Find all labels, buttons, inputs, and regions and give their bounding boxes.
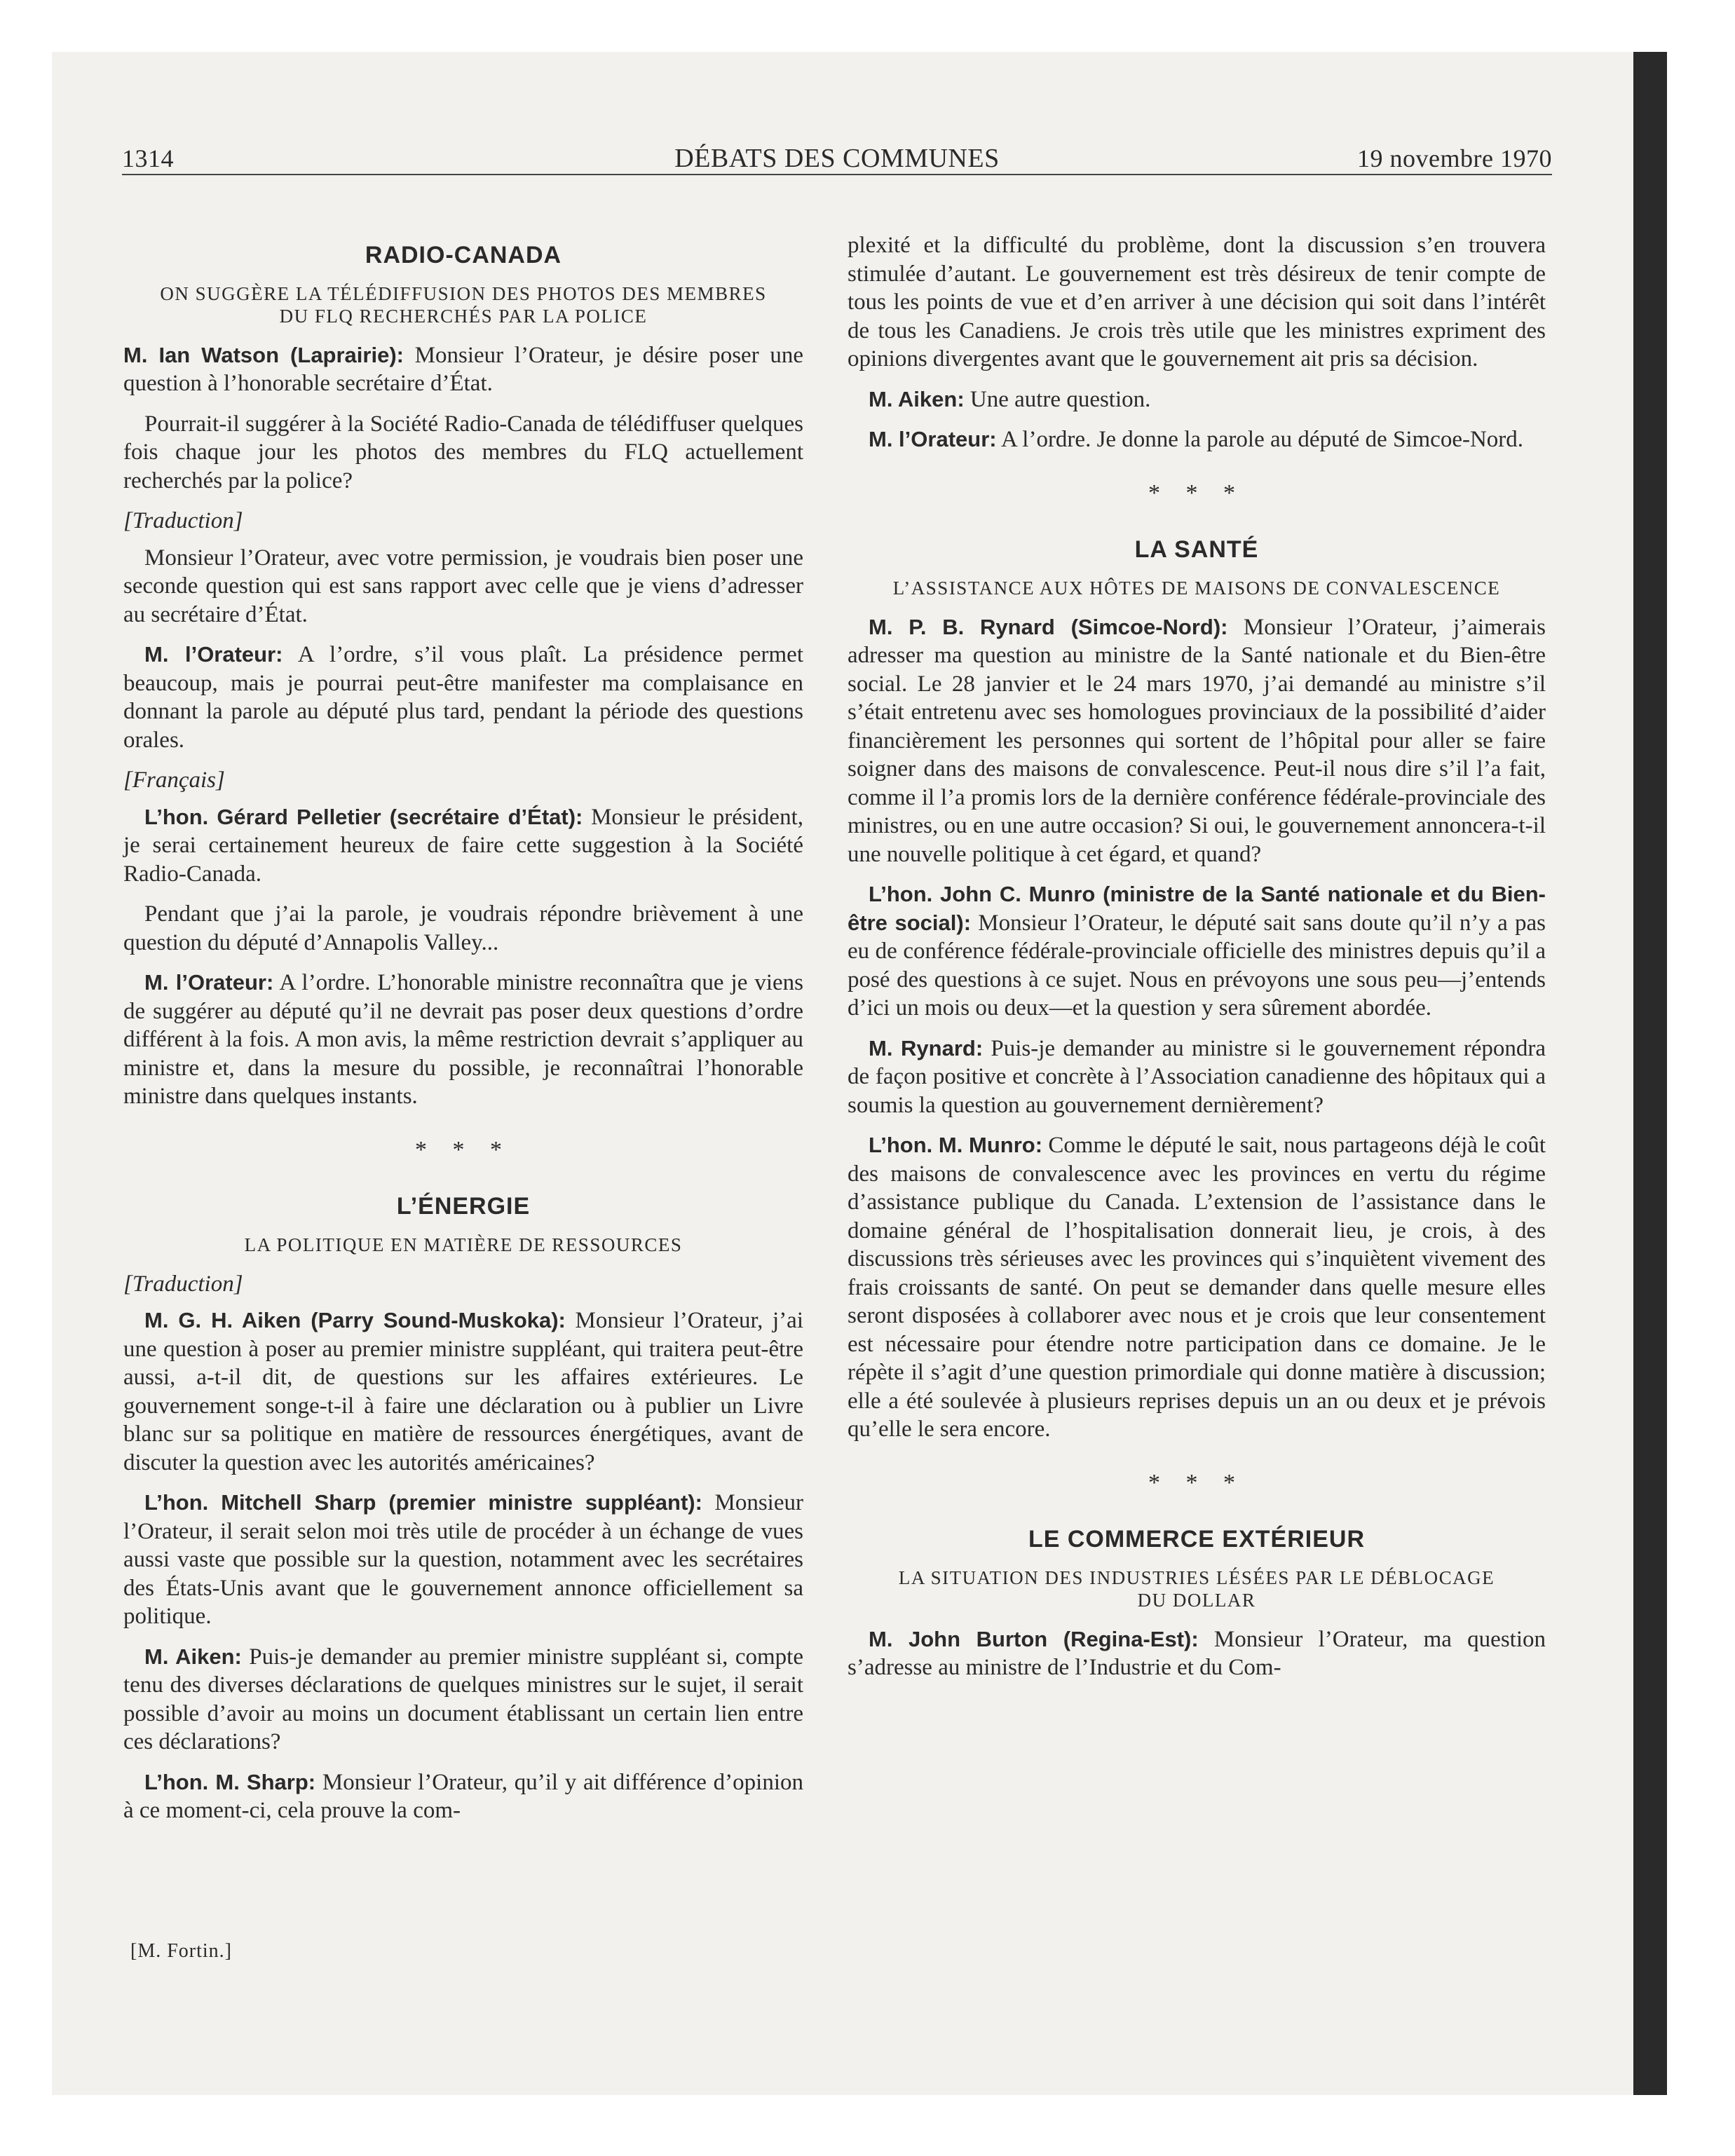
paragraph: M. Rynard: Puis-je demander au ministre si le gouvernement répondra de façon positive et concrète à l’Association canadienne des hôpitaux qui a soumis la question au gouvernement dernièrement?: [848, 1035, 1546, 1118]
paragraph: M. G. H. Aiken (Parry Sound-Muskoka): Monsieur l’Orateur, j’ai une question à poser au premier ministre suppléant, qui traitera peut-être aussi, a-t-il dit, de questions sur les affaires extérieures. Le gouvernement songe-t-il à faire une déclaration ou à publier un Livre blanc sur sa politique en matière de ressources énergétiques, avant de discuter la question avec les autorités américaines?: [123, 1308, 803, 1475]
section-subtitle: LA POLITIQUE EN MATIÈRE DE RESSOURCES: [244, 1234, 683, 1255]
speaker-name: L’hon. Gérard Pelletier (secrétaire d’État):: [144, 804, 583, 829]
section-subtitle: LA SITUATION DES INDUSTRIES LÉSÉES PAR LE DÉBLOCAGE DU DOLLAR: [898, 1567, 1495, 1611]
paragraph: L’hon. Gérard Pelletier (secrétaire d’État): Monsieur le président, je serai certainement heureux de faire cette suggestion à la Société Radio-Canada.: [123, 804, 803, 887]
paragraph: L’hon. Mitchell Sharp (premier ministre suppléant): Monsieur l’Orateur, il serait selon moi très utile de procéder à un échange de vues aussi vaste que possible sur la question, notamment avec les secrétaires des États-Unis avant que le gouvernement annonce officiellement sa politique.: [123, 1490, 803, 1629]
section-title: LE COMMERCE EXTÉRIEUR: [1028, 1526, 1366, 1553]
speaker-name: M. Aiken:: [144, 1644, 242, 1669]
paragraph: M. Aiken: Puis-je demander au premier ministre suppléant si, compte tenu des diverses déclarations de quelques ministres sur le sujet, il serait possible d’avoir au moins un document établissant un certain lien entre ces déclarations?: [123, 1644, 803, 1754]
section-title: LA SANTÉ: [1134, 536, 1259, 563]
header-rule: [122, 174, 1552, 175]
section-title: RADIO-CANADA: [365, 242, 562, 268]
paragraph: M. l’Orateur: A l’ordre, s’il vous plaît. La présidence permet beaucoup, mais je pourrai peut-être manifester ma complaisance en donnant la parole au député plus tard, pendant la période des questions orales.: [123, 642, 803, 753]
speaker-name: M. Rynard:: [869, 1035, 984, 1060]
paragraph: Pendant que j’ai la parole, je voudrais répondre brièvement à une question du député d’Annapolis Valley...: [123, 901, 803, 955]
paragraph: Monsieur l’Orateur, avec votre permission, je voudrais bien poser une seconde question qui est sans rapport avec celle que je viens d’adresser au secrétaire d’État.: [123, 545, 803, 627]
paragraph: M. John Burton (Regina-Est): Monsieur l’Orateur, ma question s’adresse au ministre de l’Industrie et du Com-: [848, 1626, 1546, 1680]
speaker-name: L’hon. Mitchell Sharp (premier ministre suppléant):: [144, 1490, 702, 1515]
section-subtitle: ON SUGGÈRE LA TÉLÉDIFFUSION DES PHOTOS DES MEMBRES DU FLQ RECHERCHÉS PAR LA POLICE: [160, 282, 767, 327]
paragraph: L’hon. John C. Munro (ministre de la Santé nationale et du Bien-être social): Monsieur l’Orateur, le député sait sans doute qu’il n’y a pas eu de conférence fédérale-provinciale officielle des ministres depuis qu’il a posé des questions à ce sujet. Nous en prévoyons une sous peu—j’entends d’ici un mois ou deux—et la question y sera sûrement abordée.: [848, 882, 1546, 1021]
speaker-name: M. Aiken:: [869, 386, 965, 411]
section-separator: * * *: [415, 1136, 512, 1163]
paragraph: M. l’Orateur: A l’ordre. L’honorable ministre reconnaîtra que je viens de suggérer au député qu’il ne devrait pas poser deux questions d’ordre différent à la fois. A mon avis, la même restriction devrait s’appliquer au ministre et, dans la mesure du possible, je reconnaîtrai l’honorable ministre dans quelques instants.: [123, 970, 803, 1109]
page-header: [122, 142, 1552, 175]
footer-attribution: [M. Fortin.]: [130, 1940, 232, 1962]
paragraph: L’hon. M. Munro: Comme le député le sait, nous partageons déjà le coût des maisons de convalescence avec les provinces en vertu du régime d’assistance publique du Canada. L’extension de l’assistance dans le domaine général de l’hospitalisation donnerait lieu, je crois, à des discussions très sérieuses avec les provinces qui s’inquiètent vivement des frais croissants de santé. On peut se demander dans quelle mesure elles seront disposées à collaborer avec nous et je crois que leur consentement est nécessaire pour étendre notre participation dans ce domaine. Je le répète il s’agit d’une question primordiale qui donne matière à discussion; elle a été soulevée à plusieurs reprises depuis un an ou deux et je prévois qu’elle le sera encore.: [848, 1133, 1546, 1442]
paragraph: M. P. B. Rynard (Simcoe-Nord): Monsieur l’Orateur, j’aimerais adresser ma question au ministre de la Santé nationale et du Bien-être social. Le 28 janvier et le 24 mars 1970, j’ai demandé au ministre s’il s’était entretenu avec ses homologues provinciaux de la possibilité d’aider financièrement les personnes qui sortent de l’hôpital pour aller se faire soigner dans des maisons de convalescence. Peut-il nous dire s’il l’a fait, comme il l’a promis lors de la dernière conférence fédérale-provinciale des ministres, ou en une autre occasion? Si oui, le gouvernement annoncera-t-il une nouvelle politique à cet égard, et quand?: [848, 614, 1546, 867]
section-title: L’ÉNERGIE: [396, 1193, 531, 1220]
scan-edge-bar: [1633, 52, 1667, 2095]
section-separator: * * *: [1148, 1469, 1245, 1496]
speaker-name: M. John Burton (Regina-Est):: [869, 1626, 1199, 1651]
speaker-name: L’hon. John C. Munro (ministre de la Santé nationale et du Bien-être social):: [848, 882, 1546, 935]
speaker-name: L’hon. M. Sharp:: [144, 1769, 316, 1794]
paragraph: Pourrait-il suggérer à la Société Radio-Canada de télédiffuser quelques fois chaque jour les photos des membres du FLQ actuellement recherchés par la police?: [123, 411, 803, 493]
right-column: [848, 231, 1546, 1694]
publication-title: DÉBATS DES COMMUNES: [674, 144, 1000, 173]
paragraph: M. Aiken: Une autre question.: [869, 386, 1151, 412]
speaker-name: L’hon. M. Munro:: [869, 1133, 1043, 1157]
language-marker: [Français]: [123, 767, 225, 793]
section-separator: * * *: [1148, 479, 1245, 506]
section-subtitle: L’ASSISTANCE AUX HÔTES DE MAISONS DE CONVALESCENCE: [892, 577, 1501, 599]
speaker-name: M. G. H. Aiken (Parry Sound-Muskoka):: [144, 1308, 566, 1332]
page-number: 1314: [122, 144, 174, 172]
paragraph: M. l’Orateur: A l’ordre. Je donne la parole au député de Simcoe-Nord.: [869, 427, 1524, 452]
left-column: [123, 231, 803, 1837]
speaker-name: M. Ian Watson (Laprairie):: [123, 342, 404, 367]
language-marker: [Traduction]: [123, 508, 243, 533]
speaker-name: M. l’Orateur:: [869, 427, 997, 451]
paragraph: plexité et la difficulté du problème, dont la discussion s’en trouvera stimulée d’autant. Le gouvernement est très désireux de tenir compte de tous les points de vue et d’en arriver à une décision qui soit dans l’intérêt de tous les Canadiens. Je crois très utile que les ministres expriment des opinions divergentes avant que le gouvernement ait pris sa décision.: [848, 233, 1546, 371]
speaker-name: M. l’Orateur:: [144, 970, 274, 995]
paragraph: M. Ian Watson (Laprairie): Monsieur l’Orateur, je désire poser une question à l’honorable secrétaire d’État.: [123, 342, 803, 396]
paragraph: L’hon. M. Sharp: Monsieur l’Orateur, qu’il y ait différence d’opinion à ce moment-ci, cela prouve la com-: [123, 1769, 803, 1823]
speaker-name: M. P. B. Rynard (Simcoe-Nord):: [869, 614, 1228, 639]
language-marker: [Traduction]: [123, 1271, 243, 1297]
speaker-name: M. l’Orateur:: [144, 642, 283, 667]
publication-date: 19 novembre 1970: [1357, 144, 1552, 172]
